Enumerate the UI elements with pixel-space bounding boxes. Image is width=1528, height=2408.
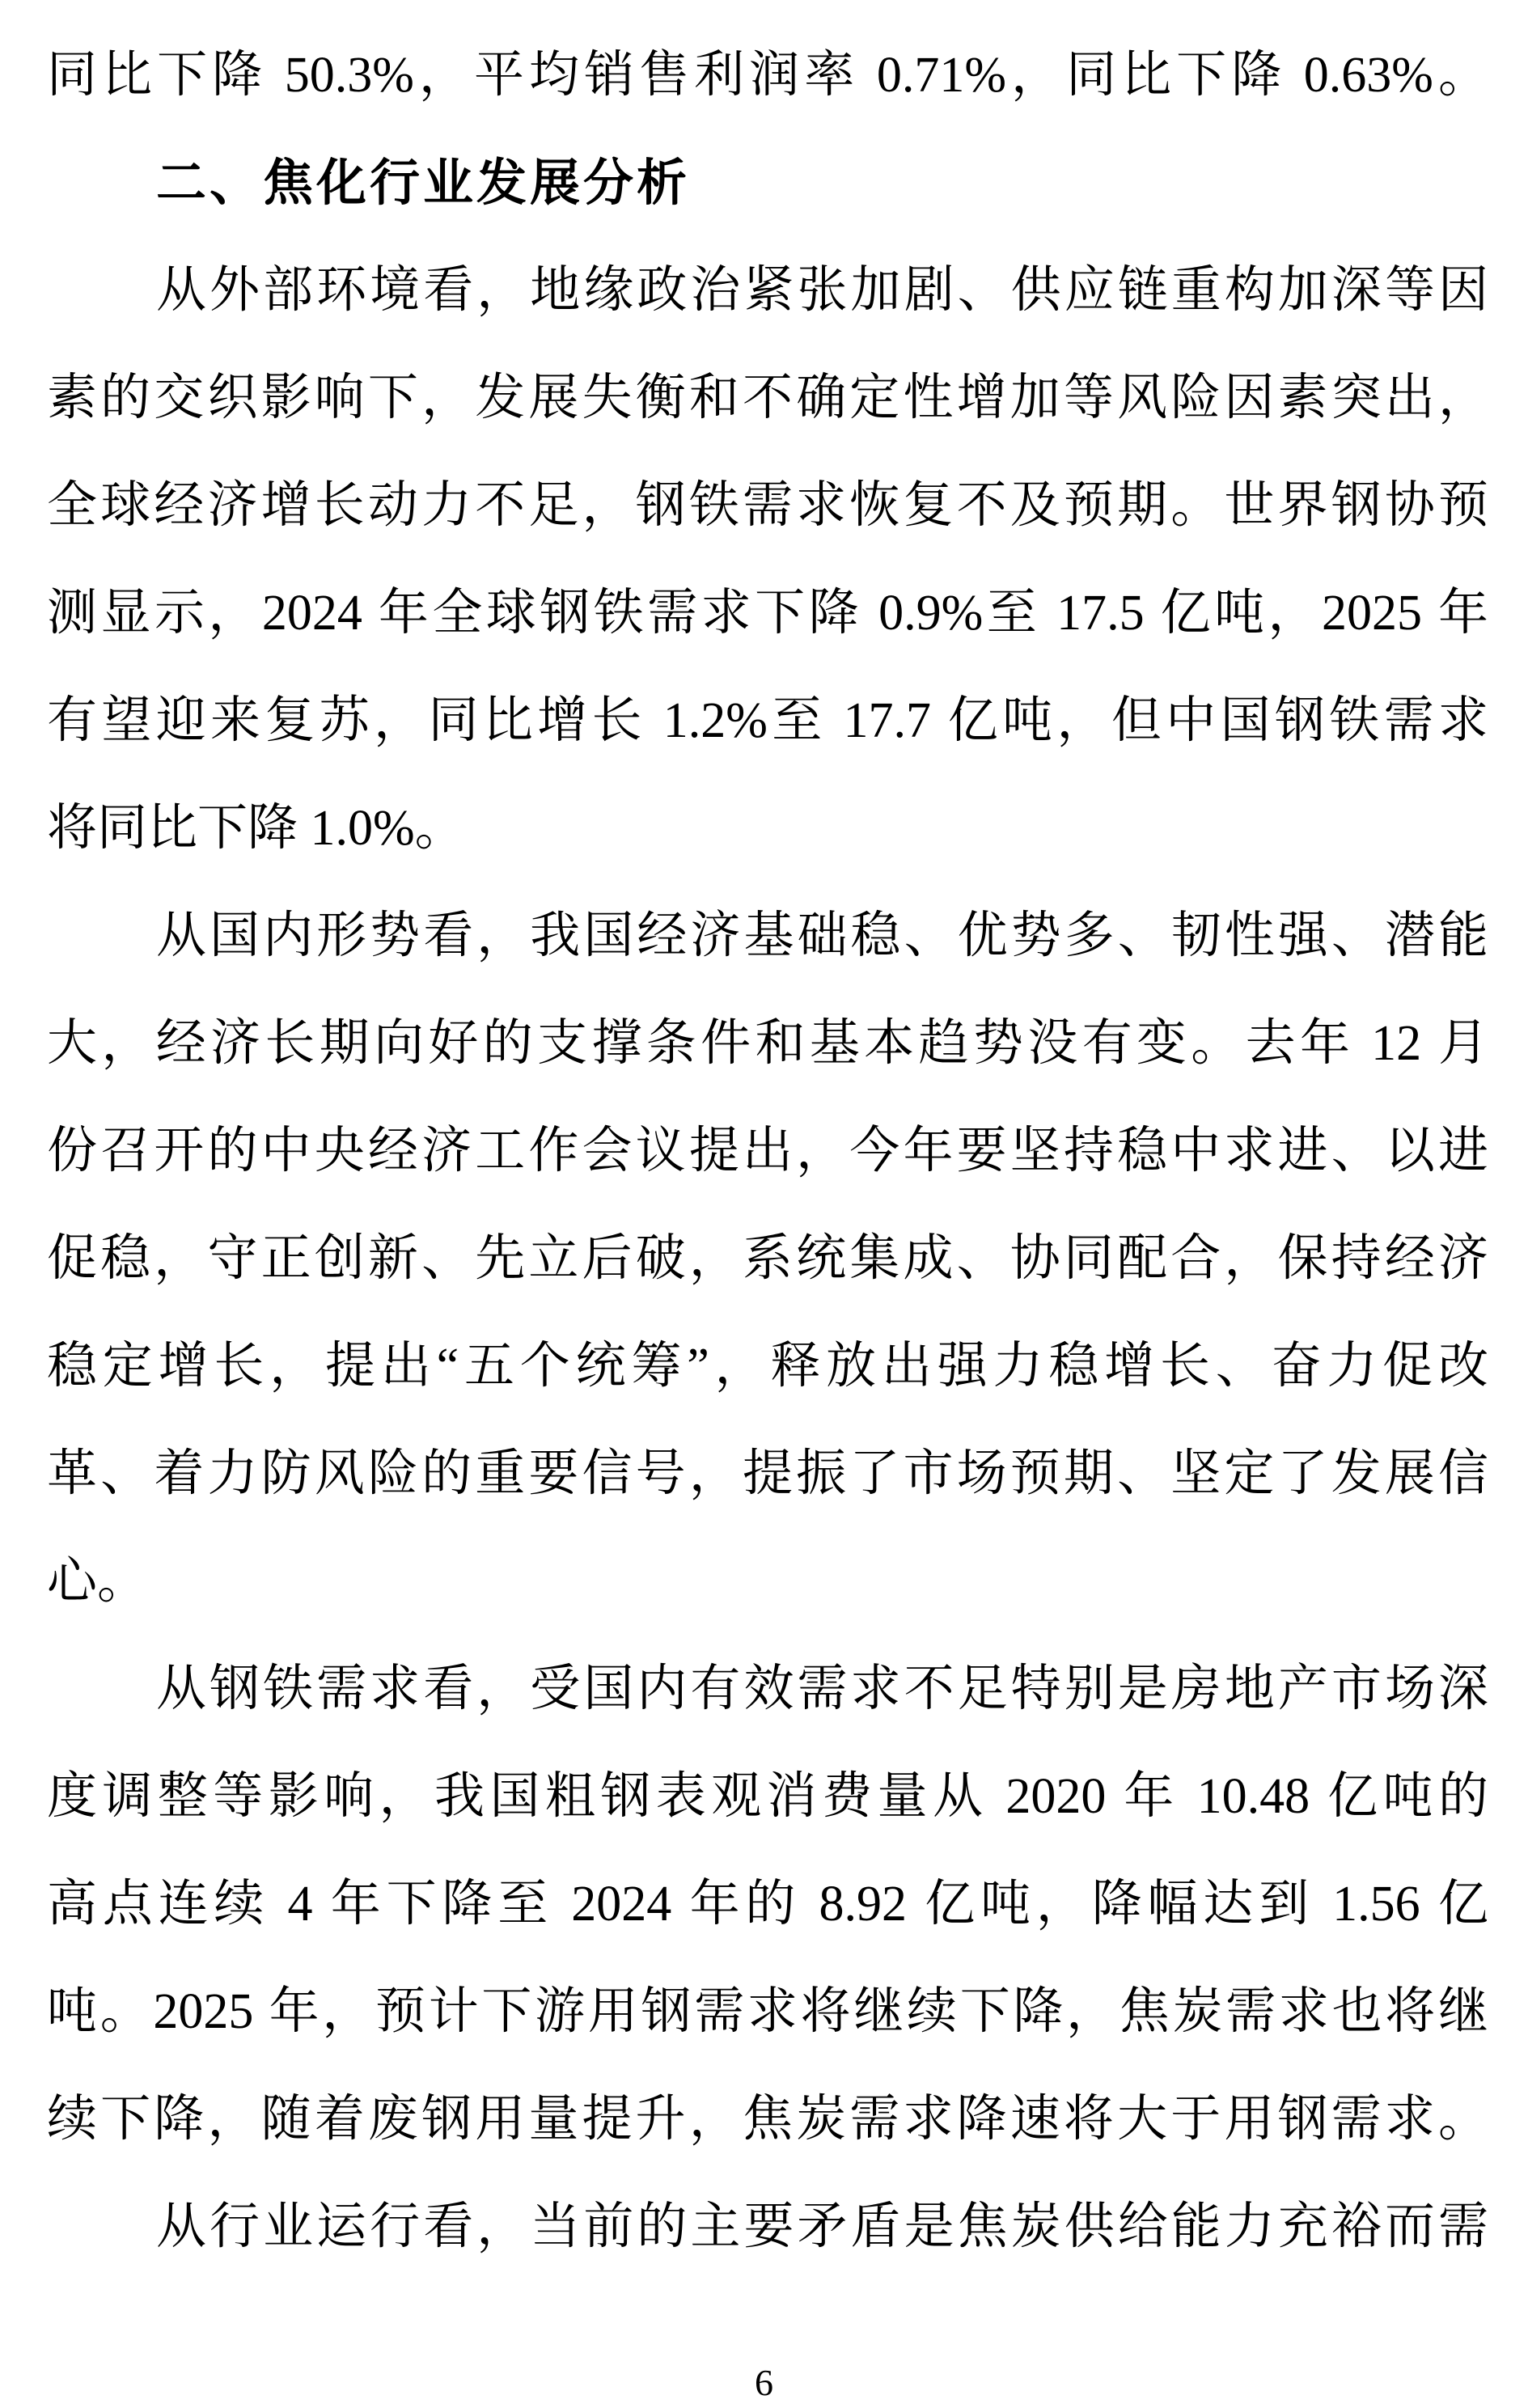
paragraph-last-line: 将同比下降 1.0%。 <box>47 801 465 856</box>
paragraph-first-line: 从行业运行看，当前的主要矛盾是焦炭供给能力充裕而需 <box>156 2199 1488 2254</box>
body-line: 大，经济长期向好的支撑条件和基本趋势没有变。去年 12 月 <box>47 1016 1488 1071</box>
body-line: 份召开的中央经济工作会议提出，今年要坚持稳中求进、以进 <box>47 1124 1488 1179</box>
body-line: 度调整等影响，我国粗钢表观消费量从 2020 年 10.48 亿吨的 <box>47 1769 1488 1824</box>
body-line: 促稳，守正创新、先立后破，系统集成、协同配合，保持经济 <box>47 1231 1488 1286</box>
body-line: 全球经济增长动力不足，钢铁需求恢复不及预期。世界钢协预 <box>47 478 1488 533</box>
body-line: 稳定增长，提出“五个统筹”，释放出强力稳增长、奋力促改 <box>47 1339 1488 1394</box>
body-line: 吨。2025 年，预计下游用钢需求将继续下降，焦炭需求也将继 <box>47 1984 1488 2039</box>
section-heading: 二、焦化行业发展分析 <box>156 155 691 211</box>
paragraph-first-line: 从国内形势看，我国经济基础稳、优势多、韧性强、潜能 <box>156 908 1488 963</box>
body-line: 革、着力防风险的重要信号，提振了市场预期、坚定了发展信 <box>47 1446 1488 1501</box>
body-line: 续下降，随着废钢用量提升，焦炭需求降速将大于用钢需求。 <box>47 2092 1488 2147</box>
body-line: 素的交织影响下，发展失衡和不确定性增加等风险因素突出， <box>47 370 1488 425</box>
paragraph-first-line: 从钢铁需求看，受国内有效需求不足特别是房地产市场深 <box>156 1661 1488 1716</box>
body-line: 同比下降 50.3%，平均销售利润率 0.71%，同比下降 0.63%。 <box>47 48 1488 103</box>
body-line: 有望迎来复苏，同比增长 1.2%至 17.7 亿吨，但中国钢铁需求 <box>47 693 1488 748</box>
paragraph-last-line: 心。 <box>47 1554 148 1609</box>
paragraph-first-line: 从外部环境看，地缘政治紧张加剧、供应链重构加深等因 <box>156 263 1488 318</box>
page-number: 6 <box>755 2362 773 2403</box>
body-line: 测显示，2024 年全球钢铁需求下降 0.9%至 17.5 亿吨，2025 年 <box>47 586 1488 641</box>
body-line: 高点连续 4 年下降至 2024 年的 8.92 亿吨，降幅达到 1.56 亿 <box>47 1877 1488 1932</box>
